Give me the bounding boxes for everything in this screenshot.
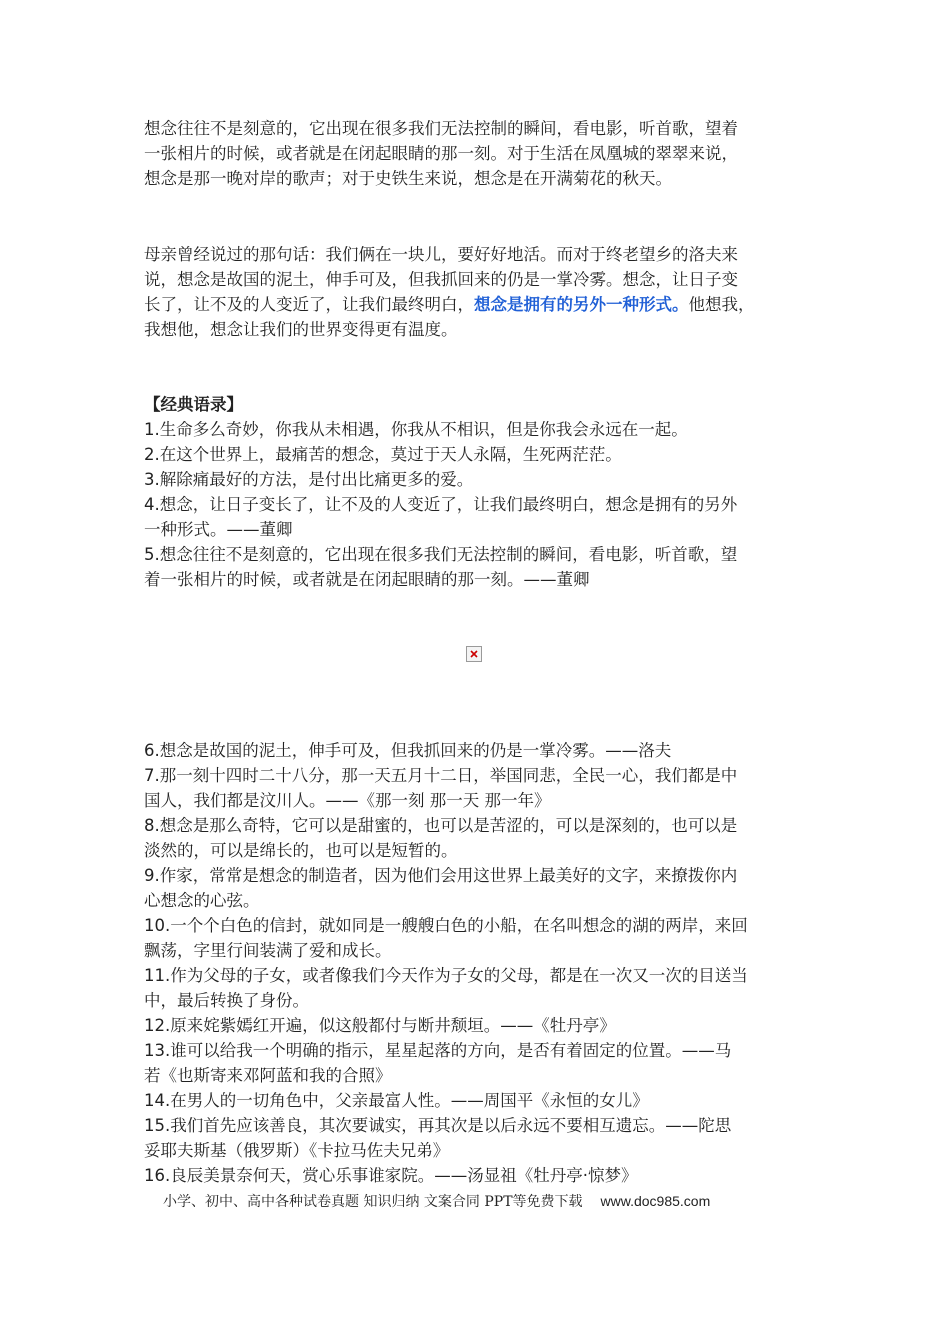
paragraph-line: 说，想念是故国的泥土，伸手可及，但我抓回来的仍是一掌冷雾。想念，让日子变 (144, 270, 738, 289)
quote-line: 2.在这个世界上，最痛苦的想念，莫过于天人永隔，生死两茫茫。 (144, 445, 622, 464)
quote-line: 3.解除痛最好的方法，是付出比痛更多的爱。 (144, 470, 474, 489)
page-footer (163, 1191, 803, 1211)
broken-image-icon (466, 646, 482, 662)
quote-line: 13.谁可以给我一个明确的指示，星星起落的方向，是否有着固定的位置。——马 (144, 1041, 732, 1060)
quote-line: 11.作为父母的子女，或者像我们今天作为子女的父母，都是在一次又一次的目送当 (144, 966, 748, 985)
paragraph-line: 想念是那一晚对岸的歌声；对于史铁生来说，想念是在开满菊花的秋天。 (144, 169, 672, 188)
paragraph-line: 母亲曾经说过的那句话：我们俩在一块儿，要好好地活。而对于终老望乡的洛夫来 (144, 245, 738, 264)
quote-line: 6.想念是故国的泥土，伸手可及，但我抓回来的仍是一掌冷雾。——洛夫 (144, 741, 672, 760)
quote-line: 15.我们首先应该善良，其次要诚实，再其次是以后永远不要相互遗忘。——陀思 (144, 1116, 732, 1135)
quote-line: 1.生命多么奇妙，你我从未相遇，你我从不相识，但是你我会永远在一起。 (144, 420, 688, 439)
paragraph-line: 想念往往不是刻意的，它出现在很多我们无法控制的瞬间，看电影，听首歌，望着 (144, 119, 738, 138)
quote-line: 12.原来姹紫嫣红开遍，似这般都付与断井颓垣。——《牡丹亭》 (144, 1016, 616, 1035)
quote-line: 心想念的心弦。 (144, 891, 260, 910)
quote-line: 若《也斯寄来邓阿蓝和我的合照》 (144, 1066, 392, 1085)
paragraph-line (144, 292, 814, 317)
quote-line: 10.一个个白色的信封，就如同是一艘艘白色的小船，在名叫想念的湖的两岸，来回 (144, 916, 748, 935)
quote-line: 5.想念往往不是刻意的，它出现在很多我们无法控制的瞬间，看电影，听首歌，望 (144, 545, 738, 564)
quote-line: 中，最后转换了身份。 (144, 991, 309, 1010)
quote-line: 一种形式。——董卿 (144, 520, 293, 539)
footer-text: 小学、初中、高中各种试卷真题 知识归纳 文案合同 PPT等免费下载 (163, 1194, 583, 1210)
paragraph-line: 一张相片的时候，或者就是在闭起眼睛的那一刻。对于生活在凤凰城的翠翠来说， (144, 144, 738, 163)
quote-line: 着一张相片的时候，或者就是在闭起眼睛的那一刻。——董卿 (144, 570, 590, 589)
quote-line: 4.想念，让日子变长了，让不及的人变近了，让我们最终明白，想念是拥有的另外 (144, 495, 738, 514)
quotes-list-part1 (144, 392, 814, 592)
footer-url[interactable]: www.doc985.com (600, 1193, 711, 1209)
paragraph-line: 我想他，想念让我们的世界变得更有温度。 (144, 320, 458, 339)
quote-line: 16.良辰美景奈何天，赏心乐事谁家院。——汤显祖《牡丹亭·惊梦》 (144, 1166, 638, 1185)
quote-line: 淡然的，可以是绵长的，也可以是短暂的。 (144, 841, 458, 860)
paragraph-text: 长了，让不及的人变近了，让我们最终明白， (144, 295, 474, 314)
paragraph-longing-moments (144, 116, 814, 191)
quote-line: 7.那一刻十四时二十八分，那一天五月十二日，举国同悲，全民一心，我们都是中 (144, 766, 738, 785)
quote-line: 飘荡，字里行间装满了爱和成长。 (144, 941, 392, 960)
section-title: 【经典语录】 (144, 395, 243, 414)
quote-line: 国人，我们都是汶川人。——《那一刻 那一天 那一年》 (144, 791, 551, 810)
paragraph-text: 他想我， (688, 295, 755, 314)
quotes-list-part2 (144, 738, 814, 1188)
quote-line: 妥耶夫斯基（俄罗斯）《卡拉马佐夫兄弟》 (144, 1141, 450, 1160)
quote-line: 14.在男人的一切角色中，父亲最富人性。——周国平《永恒的女儿》 (144, 1091, 649, 1110)
highlighted-phrase: 想念是拥有的另外一种形式。 (474, 295, 689, 314)
quote-line: 9.作家，常常是想念的制造者，因为他们会用这世界上最美好的文字，来撩拨你内 (144, 866, 738, 885)
quote-line: 8.想念是那么奇特，它可以是甜蜜的，也可以是苦涩的，可以是深刻的，也可以是 (144, 816, 738, 835)
broken-image-x-icon (467, 647, 481, 661)
paragraph-longing-form (144, 242, 814, 342)
